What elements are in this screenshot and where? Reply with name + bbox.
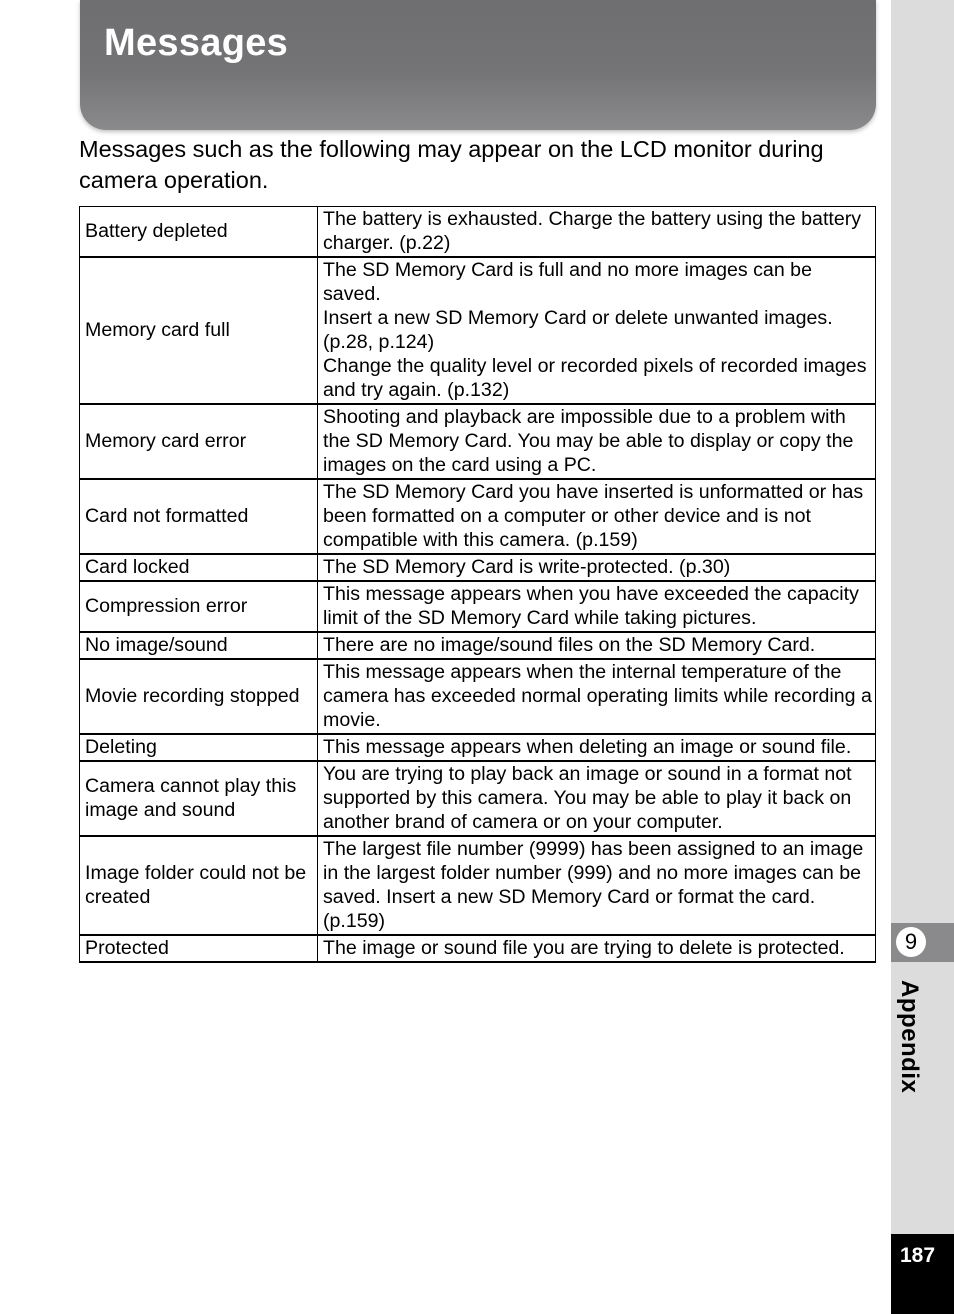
side-tab: [891, 0, 954, 1314]
description-line: There are no image/sound files on the SD Memory Card.: [323, 634, 816, 656]
intro-paragraph: Messages such as the following may appear on the LCD monitor during camera operation.: [79, 136, 824, 193]
table-row: [80, 207, 876, 258]
table-row: [80, 659, 876, 734]
page-number: 187: [899, 1244, 936, 1267]
message-description: [318, 581, 876, 632]
description-line: This message appears when you have exceeded the capacity limit of the SD Memory Card while taking pictures.: [323, 583, 859, 629]
description-line: You are trying to play back an image or sound in a format not supported by this camera. You may be able to play it back on another brand of camera or on your computer.: [323, 763, 852, 833]
message-description: [318, 404, 876, 479]
table-row: [80, 404, 876, 479]
messages-table: [79, 206, 876, 963]
description-line: The battery is exhausted. Charge the battery using the battery charger. (p.22): [323, 208, 862, 254]
message-description: [318, 632, 876, 659]
message-description: [318, 479, 876, 554]
table-row: [80, 581, 876, 632]
message-description: [318, 935, 876, 962]
message-name: Deleting: [80, 734, 318, 761]
chapter-label: Appendix: [896, 980, 923, 1094]
message-name: Camera cannot play this image and sound: [80, 761, 318, 836]
message-name: Protected: [80, 935, 318, 962]
description-line: The largest file number (9999) has been assigned to an image in the largest folder number (999) and no more images can be saved. Insert a new SD Memory Card or format the card. (p.159): [323, 838, 864, 932]
message-name: Memory card full: [80, 257, 318, 404]
message-name: No image/sound: [80, 632, 318, 659]
table-row: [80, 257, 876, 404]
message-name: Memory card error: [80, 404, 318, 479]
table-row: [80, 734, 876, 761]
table-row: [80, 761, 876, 836]
description-line: This message appears when the internal temperature of the camera has exceeded normal operating limits while recording a movie.: [323, 661, 872, 731]
message-description: [318, 761, 876, 836]
message-name: Battery depleted: [80, 207, 318, 258]
message-name: Card not formatted: [80, 479, 318, 554]
title-banner: [80, 0, 876, 130]
message-description: [318, 257, 876, 404]
description-line: The SD Memory Card you have inserted is unformatted or has been formatted on a computer or other device and is not compatible with this camera. (p.159): [323, 481, 864, 551]
message-name: Movie recording stopped: [80, 659, 318, 734]
description-line: Insert a new SD Memory Card or delete unwanted images. (p.28, p.124): [323, 307, 833, 353]
message-description: [318, 734, 876, 761]
description-line: The image or sound file you are trying to delete is protected.: [323, 937, 845, 959]
description-line: Shooting and playback are impossible due to a problem with the SD Memory Card. You may be able to display or copy the images on the card using a PC.: [323, 406, 854, 476]
table-row: [80, 935, 876, 962]
message-name: Card locked: [80, 554, 318, 581]
description-line: This message appears when deleting an image or sound file.: [323, 736, 852, 758]
table-row: [80, 836, 876, 935]
message-description: [318, 554, 876, 581]
message-description: [318, 659, 876, 734]
table-row: [80, 632, 876, 659]
page-title: Messages: [104, 22, 289, 64]
description-line: The SD Memory Card is full and no more images can be saved.: [323, 259, 812, 305]
message-description: [318, 836, 876, 935]
message-name: Image folder could not be created: [80, 836, 318, 935]
description-line: The SD Memory Card is write-protected. (p.30): [323, 556, 731, 578]
message-description: [318, 207, 876, 258]
description-line: Change the quality level or recorded pixels of recorded images and try again. (p.132): [323, 355, 867, 401]
table-row: [80, 554, 876, 581]
table-row: [80, 479, 876, 554]
chapter-number: 9: [896, 927, 926, 957]
message-name: Compression error: [80, 581, 318, 632]
